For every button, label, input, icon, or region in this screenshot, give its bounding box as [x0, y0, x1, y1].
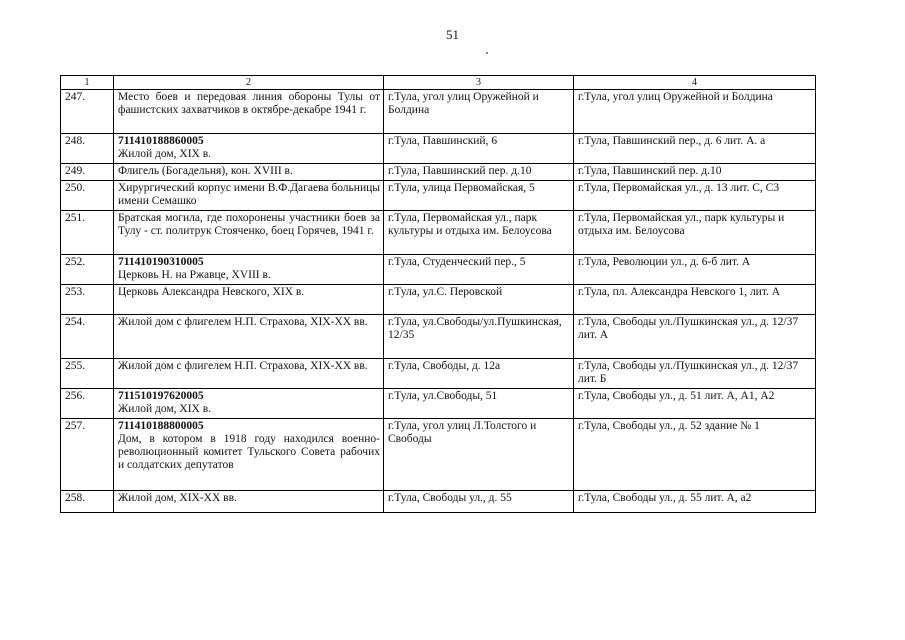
column-header-4: 4 [574, 76, 816, 90]
row-number: 251. [61, 211, 114, 255]
row-number: 254. [61, 315, 114, 359]
location-cell: г.Тула, улица Первомайская, 5 [384, 181, 574, 211]
location-cell: г.Тула, угол улиц Оружейной и Болдина [384, 90, 574, 134]
row-number: 255. [61, 359, 114, 389]
address-cell: г.Тула, Свободы ул./Пушкинская ул., д. 12/37 лит. А [574, 315, 816, 359]
object-name-cell [114, 315, 384, 359]
row-number: 247. [61, 90, 114, 134]
object-name: Место боев и передовая линия обороны Тулы от фашистских захватчиков в октябре-декабре 1941 г. [118, 91, 380, 116]
table-row [61, 90, 816, 134]
address-cell: г.Тула, Свободы ул., д. 55 лит. А, а2 [574, 491, 816, 513]
object-name-cell [114, 419, 384, 491]
object-name-cell [114, 211, 384, 255]
address-cell: г.Тула, Павшинский пер. д.10 [574, 164, 816, 181]
column-number-row [61, 76, 816, 90]
object-name-cell [114, 134, 384, 164]
object-name: Церковь Александра Невского, XIX в. [118, 286, 305, 298]
address-cell: г.Тула, Свободы ул., д. 51 лит. А, А1, А2 [574, 389, 816, 419]
column-header-3: 3 [384, 76, 574, 90]
location-cell: г.Тула, Свободы, д. 12а [384, 359, 574, 389]
registry-code: 711510197620005 [118, 390, 204, 402]
address-cell: г.Тула, Павшинский пер., д. 6 лит. А. а [574, 134, 816, 164]
table-row [61, 491, 816, 513]
address-cell: г.Тула, Свободы ул./Пушкинская ул., д. 12/37 лит. Б [574, 359, 816, 389]
table-row [61, 134, 816, 164]
address-cell: г.Тула, Первомайская ул., д. 13 лит. С, С3 [574, 181, 816, 211]
registry-code: 711410188860005 [118, 135, 204, 147]
address-cell: г.Тула, Революции ул., д. 6-б лит. А [574, 255, 816, 285]
row-number: 249. [61, 164, 114, 181]
object-name-cell [114, 389, 384, 419]
object-name: Церковь Н. на Ржавце, XVIII в. [118, 269, 271, 281]
object-name: Жилой дом, XIX в. [118, 148, 212, 160]
address-cell: г.Тула, пл. Александра Невского 1, лит. А [574, 285, 816, 315]
object-name-cell [114, 90, 384, 134]
table-row [61, 419, 816, 491]
object-name: Хирургический корпус имени В.Ф.Дагаева больницы имени Семашко [118, 182, 380, 207]
object-name: Флигель (Богадельня), кон. XVIII в. [118, 165, 293, 177]
registry-code: 711410188800005 [118, 420, 204, 432]
row-number: 250. [61, 181, 114, 211]
location-cell: г.Тула, ул.Свободы/ул.Пушкинская, 12/35 [384, 315, 574, 359]
object-name: Жилой дом с флигелем Н.П. Страхова, XIX-XX вв. [118, 360, 368, 372]
address-cell: г.Тула, Свободы ул., д. 52 здание № 1 [574, 419, 816, 491]
object-name-cell [114, 164, 384, 181]
object-name-cell [114, 255, 384, 285]
row-number: 256. [61, 389, 114, 419]
registry-code: 711410190310005 [118, 256, 204, 268]
location-cell: г.Тула, ул.Свободы, 51 [384, 389, 574, 419]
location-cell: г.Тула, угол улиц Л.Толстого и Свободы [384, 419, 574, 491]
address-cell: г.Тула, Первомайская ул., парк культуры и отдыха им. Белоусова [574, 211, 816, 255]
scan-dot-mark [486, 52, 488, 54]
row-number: 248. [61, 134, 114, 164]
registry-table-body [61, 76, 816, 513]
object-name: Дом, в котором в 1918 году находился военно-революционный комитет Тульского Совета рабочих и солдатских депутатов [118, 433, 380, 471]
table-row [61, 255, 816, 285]
row-number: 252. [61, 255, 114, 285]
location-cell: г.Тула, Студенческий пер., 5 [384, 255, 574, 285]
object-name-cell [114, 181, 384, 211]
table-row [61, 389, 816, 419]
table-row [61, 285, 816, 315]
table-row [61, 181, 816, 211]
location-cell: г.Тула, Павшинский, 6 [384, 134, 574, 164]
location-cell: г.Тула, ул.С. Перовской [384, 285, 574, 315]
object-name-cell [114, 285, 384, 315]
location-cell: г.Тула, Свободы ул., д. 55 [384, 491, 574, 513]
object-name-cell [114, 491, 384, 513]
row-number: 258. [61, 491, 114, 513]
location-cell: г.Тула, Павшинский пер. д.10 [384, 164, 574, 181]
row-number: 253. [61, 285, 114, 315]
table-row [61, 315, 816, 359]
object-name: Жилой дом с флигелем Н.П. Страхова, XIX-XX вв. [118, 316, 368, 328]
object-name: Жилой дом, XIX в. [118, 403, 212, 415]
column-header-2: 2 [114, 76, 384, 90]
object-name-cell [114, 359, 384, 389]
object-name: Братская могила, где похоронены участники боев за Тулу - ст. политрук Стояченко, боец Горячев, 1941 г. [118, 212, 380, 237]
address-cell: г.Тула, угол улиц Оружейной и Болдина [574, 90, 816, 134]
table-row [61, 211, 816, 255]
heritage-registry-table [60, 75, 816, 513]
location-cell: г.Тула, Первомайская ул., парк культуры и отдыха им. Белоусова [384, 211, 574, 255]
column-header-1: 1 [61, 76, 114, 90]
table-row [61, 359, 816, 389]
page-number: 51 [446, 27, 459, 42]
object-name: Жилой дом, XIX-XX вв. [118, 492, 237, 504]
table-row [61, 164, 816, 181]
row-number: 257. [61, 419, 114, 491]
